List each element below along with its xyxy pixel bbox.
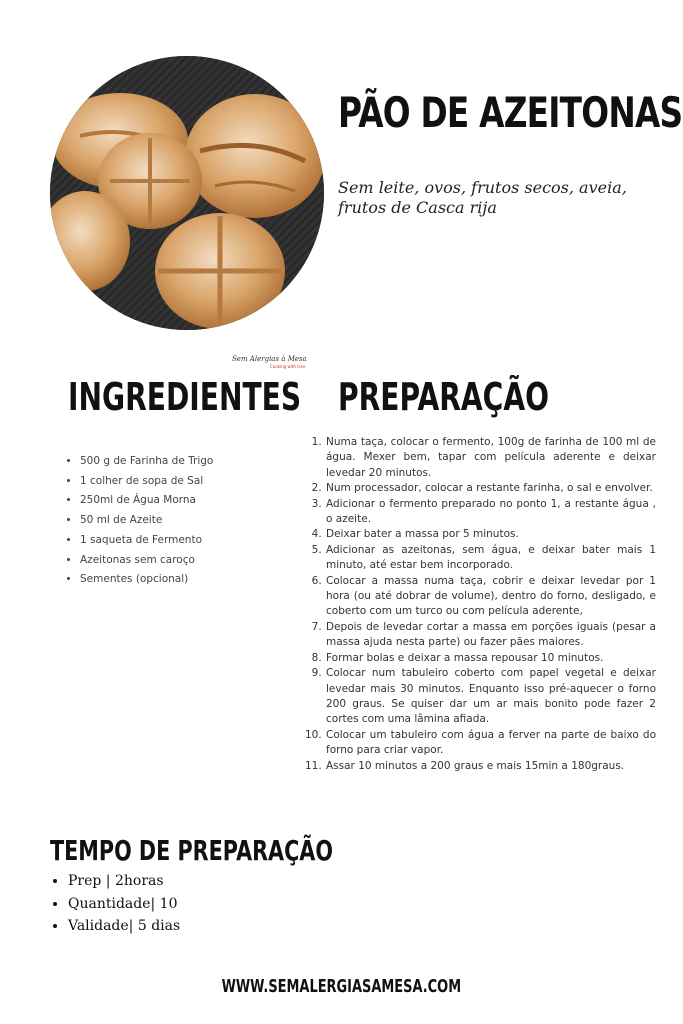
time-info-item: • Prep | 2horas <box>68 870 180 893</box>
step-item: 5. Adicionar as azeitonas, sem água, e deixar bater mais 1 minuto, até estar bem incorporado. <box>325 543 656 574</box>
ingredient-item: • 1 colher de sopa de Sal <box>80 472 213 492</box>
bread-photo <box>50 56 324 330</box>
time-info-item: • Quantidade| 10 <box>68 893 180 916</box>
time-info-list <box>50 870 180 938</box>
time-info-item: • Validade| 5 dias <box>68 915 180 938</box>
footer <box>0 976 683 997</box>
ingredients-heading: INGREDIENTES <box>68 375 302 419</box>
ingredient-item: • 50 ml de Azeite <box>80 511 213 531</box>
ingredient-item: • 250ml de Água Morna <box>80 491 213 511</box>
step-item: 11. Assar 10 minutos a 200 graus e mais 15min a 180graus. <box>325 759 656 774</box>
logo-text: Sem Alergias à Mesa <box>232 355 307 363</box>
ingredient-item: • 1 saqueta de Fermento <box>80 531 213 551</box>
logo-tagline: Cooking with love <box>270 364 306 369</box>
preparation-heading: PREPARAÇÃO <box>338 375 549 419</box>
site-logo <box>230 346 306 372</box>
ingredient-item: • Sementes (opcional) <box>80 570 213 590</box>
step-item: 7. Depois de levedar cortar a massa em porções iguais (pesar a massa ajuda nesta parte) ou fazer pães maiores. <box>325 620 656 651</box>
step-item: 10. Colocar um tabuleiro com água a ferver na parte de baixo do forno para criar vapor. <box>325 728 656 759</box>
step-item: 1. Numa taça, colocar o fermento, 100g de farinha de 100 ml de água. Mexer bem, tapar com película aderente e deixar levedar 20 minutos. <box>325 435 656 481</box>
step-item: 9. Colocar num tabuleiro coberto com papel vegetal e deixar levedar mais 30 minutos. Enquanto isso pré-aquecer o forno 200 graus. Se quiser dar um ar mais bonito pode fazer 2 cortes com uma lâmina afiada. <box>325 666 656 728</box>
step-item: 2. Num processador, colocar a restante farinha, o sal e envolver. <box>325 481 656 496</box>
ingredient-item: • 500 g de Farinha de Trigo <box>80 452 213 472</box>
step-item: 4. Deixar bater a massa por 5 minutos. <box>325 527 656 542</box>
ingredient-item: • Azeitonas sem caroço <box>80 551 213 571</box>
website-link[interactable]: WWW.SEMALERGIASAMESA.COM <box>221 976 462 997</box>
recipe-subtitle: Sem leite, ovos, frutos secos, aveia, frutos de Casca rija <box>338 178 627 217</box>
preparation-steps <box>304 435 656 774</box>
step-item: 3. Adicionar o fermento preparado no ponto 1, a restante água , o azeite. <box>325 497 656 528</box>
step-item: 8. Formar bolas e deixar a massa repousar 10 minutos. <box>325 651 656 666</box>
ingredients-list <box>64 452 213 590</box>
time-heading: TEMPO DE PREPARAÇÃO <box>50 834 333 867</box>
step-item: 6. Colocar a massa numa taça, cobrir e deixar levedar por 1 hora (ou até dobrar de volume), dentro do forno, desligado, e coberto com um turco ou com película aderente, <box>325 574 656 620</box>
recipe-title: PÃO DE AZEITONAS <box>338 88 683 137</box>
